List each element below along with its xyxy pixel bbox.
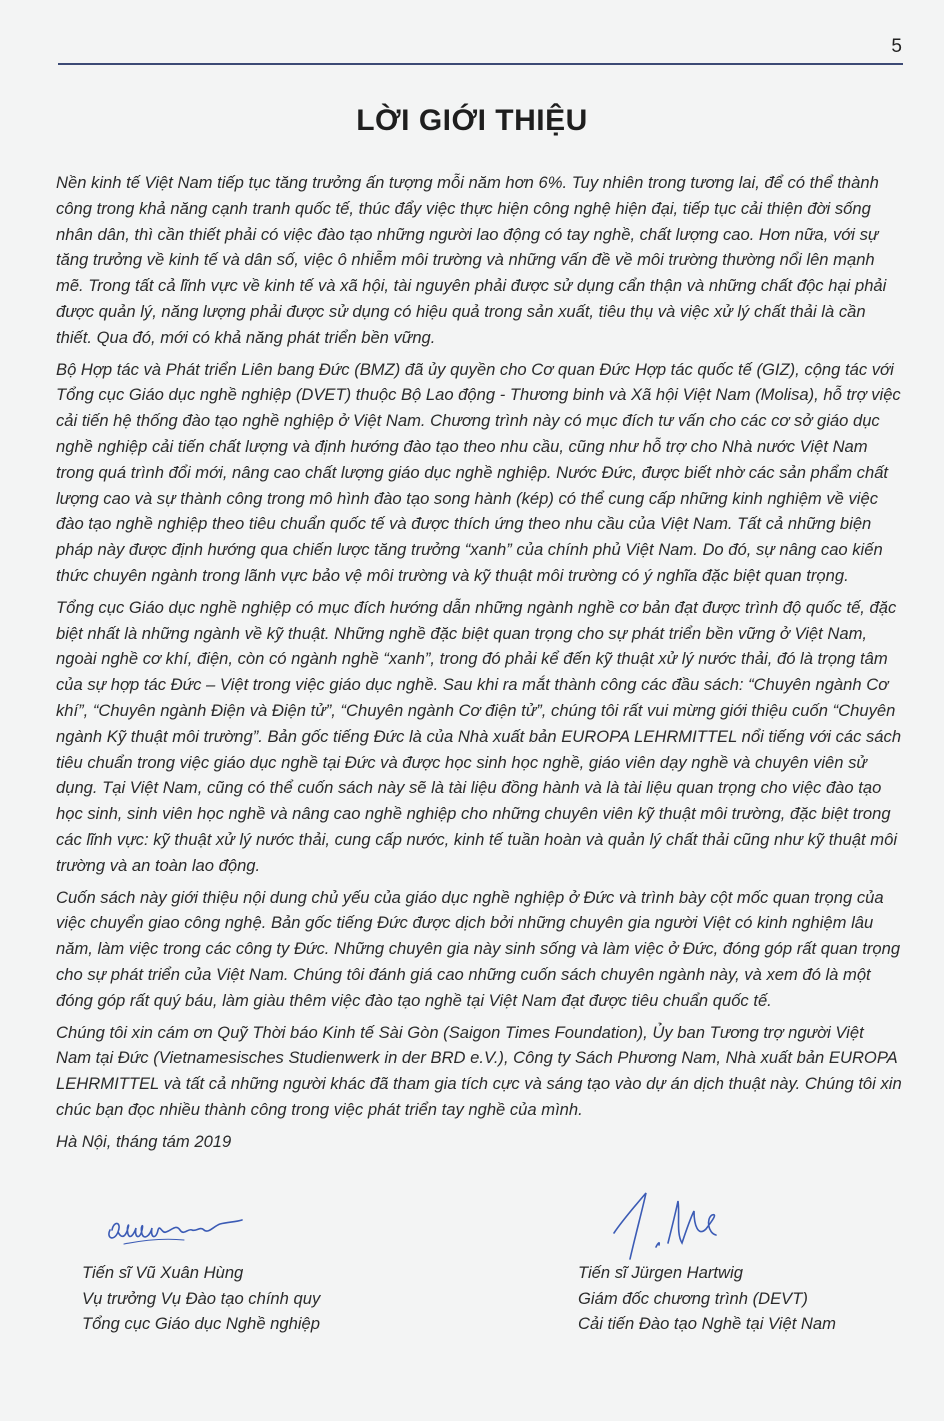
header-rule xyxy=(58,63,903,65)
paragraph-4: Cuốn sách này giới thiệu nội dung chủ yếu của giáo dục nghề nghiệp ở Đức và trình bày cột mốc quan trọng của việc chuyển giao công nghệ. Bản gốc tiếng Đức được dịch bởi những chuyên gia người Việt có kinh nghiệm lâu năm, làm việc trong các công ty Đức. Những chuyên gia này sinh sống và làm việc ở Đức, đóng góp rất quan trọng cho sự phát triển của Việt Nam. Chúng tôi đánh giá cao những cuốn sách chuyên ngành này, và xem đó là một đóng góp rất quý báu, làm giàu thêm việc đào tạo nghề tại Việt Nam đạt được tiêu chuẩn quốc tế. xyxy=(56,887,901,1010)
signatory-left-name: Tiến sĩ Vũ Xuân Hùng xyxy=(82,1263,244,1282)
place-date: Hà Nội, tháng tám 2019 xyxy=(56,1131,232,1151)
signature-left-image xyxy=(104,1200,244,1255)
signatory-left-organization: Tổng cục Giáo dục Nghề nghiệp xyxy=(82,1314,321,1334)
paragraph-1: Nền kinh tế Việt Nam tiếp tục tăng trưởng ấn tượng mỗi năm hơn 6%. Tuy nhiên trong tương lai, để có thể thành công trong khả năng cạnh tranh quốc tế, thúc đẩy việc thực hiện công nghệ hiện đại, tiếp tục cải thiện đời sống nhân dân, thì cần thiết phải có việc đào tạo những người lao động có tay nghề, chất lượng cao. Hơn nữa, với sự tăng trưởng về kinh tế và dân số, việc ô nhiễm môi trường và những vấn đề về môi trường thường nổi lên mạnh mẽ. Trong tất cả lĩnh vực về kinh tế và xã hội, tài nguyên phải được sử dụng cẩn thận và những chất độc hại phải được quản lý, năng lượng phải được sử dụng có hiệu quả trong sản xuất, tiêu thụ và việc xử lý chất thải là cần thiết. Qua đó, mới có khả năng phát triển bền vững. xyxy=(56,173,887,347)
signatory-right xyxy=(578,1260,836,1337)
signatory-right-organization: Cải tiến Đào tạo Nghề tại Việt Nam xyxy=(578,1314,836,1334)
signatory-right-position: Giám đốc chương trình (DEVT) xyxy=(578,1288,808,1308)
signatory-right-name: Tiến sĩ Jürgen Hartwig xyxy=(578,1263,743,1282)
signature-right-image xyxy=(612,1185,722,1265)
signatory-left xyxy=(82,1260,320,1337)
paragraph-3: Tổng cục Giáo dục nghề nghiệp có mục đích hướng dẫn những ngành nghề cơ bản đạt được trình độ quốc tế, đặc biệt nhất là những ngành về kỹ thuật. Những nghề đặc biệt quan trọng cho sự phát triển bền vững ở Việt Nam, ngoài nghề cơ khí, điện, còn có ngành nghề “xanh”, trong đó phải kể đến kỹ thuật xử lý nước thải, đó là trọng tâm của sự hợp tác Đức – Việt trong việc giáo dục nghề. Sau khi ra mắt thành công các đầu sách: “Chuyên ngành Cơ khí”, “Chuyên ngành Điện và Điện tử”, “Chuyên ngành Cơ điện tử”, chúng tôi rất vui mừng giới thiệu cuốn “Chuyên ngành Kỹ thuật môi trường”. Bản gốc tiếng Đức là của Nhà xuất bản EUROPA LEHRMITTEL nổi tiếng với các sách tiêu chuẩn trong việc giáo dục nghề tại Đức và được học sinh học nghề, giáo viên dạy nghề và chuyên viên sử dụng. Tại Việt Nam, cũng có thể cuốn sách này sẽ là tài liệu đồng hành và là tài liệu quan trọng cho việc đào tạo học sinh, sinh viên học nghề và nâng cao nghề nghiệp cho những chuyên viên kỹ thuật môi trường, đặc biệt trong các lĩnh vực: kỹ thuật xử lý nước thải, cung cấp nước, kinh tế tuần hoàn và quản lý chất thải cũng như kỹ thuật môi trường và an toàn lao động. xyxy=(56,597,902,875)
signatory-left-position: Vụ trưởng Vụ Đào tạo chính quy xyxy=(82,1288,321,1308)
page-title: LỜI GIỚI THIỆU xyxy=(356,104,588,137)
paragraph-5: Chúng tôi xin cám ơn Quỹ Thời báo Kinh tế Sài Gòn (Saigon Times Foundation), Ủy ban Tương trợ người Việt Nam tại Đức (Vietnamesisches Studienwerk in der BRD e.V.), Công ty Sách Phương Nam, Nhà xuất bản EUROPA LEHRMITTEL và tất cả những người khác đã tham gia tích cực và sáng tạo vào dự án dịch thuật này. Chúng tôi xin chúc bạn đọc nhiều thành công trong việc phát triển tay nghề của mình. xyxy=(56,1022,902,1119)
introduction-body xyxy=(56,170,902,1160)
page-number: 5 xyxy=(891,36,902,57)
paragraph-2: Bộ Hợp tác và Phát triển Liên bang Đức (BMZ) đã ủy quyền cho Cơ quan Đức Hợp tác quốc tế (GIZ), cộng tác với Tổng cục Giáo dục nghề nghiệp (DVET) thuộc Bộ Lao động - Thương binh và Xã hội Việt Nam (Molisa), hỗ trợ việc cải tiến hệ thống đào tạo nghề nghiệp ở Việt Nam. Chương trình này có mục đích tư vấn cho các cơ sở giáo dục nghề nghiệp cải tiến chất lượng và định hướng đào tạo theo nhu cầu, cũng như hỗ trợ cho Nhà nước Việt Nam trong quá trình đổi mới, nâng cao chất lượng giáo dục nghề nghiệp. Nước Đức, được biết nhờ các sản phẩm chất lượng cao và sự thành công trong mô hình đào tạo song hành (kép) có thể cung cấp những kinh nghiệm về việc đào tạo nghề nghiệp theo tiêu chuẩn quốc tế và được thích ứng theo nhu cầu của Việt Nam. Tất cả những biện pháp này được định hướng qua chiến lược tăng trưởng “xanh” của chính phủ Việt Nam. Do đó, sự nâng cao kiến thức chuyên ngành trong lãnh vực bảo vệ môi trường và kỹ thuật môi trường có ý nghĩa đặc biệt quan trọng. xyxy=(56,359,901,585)
